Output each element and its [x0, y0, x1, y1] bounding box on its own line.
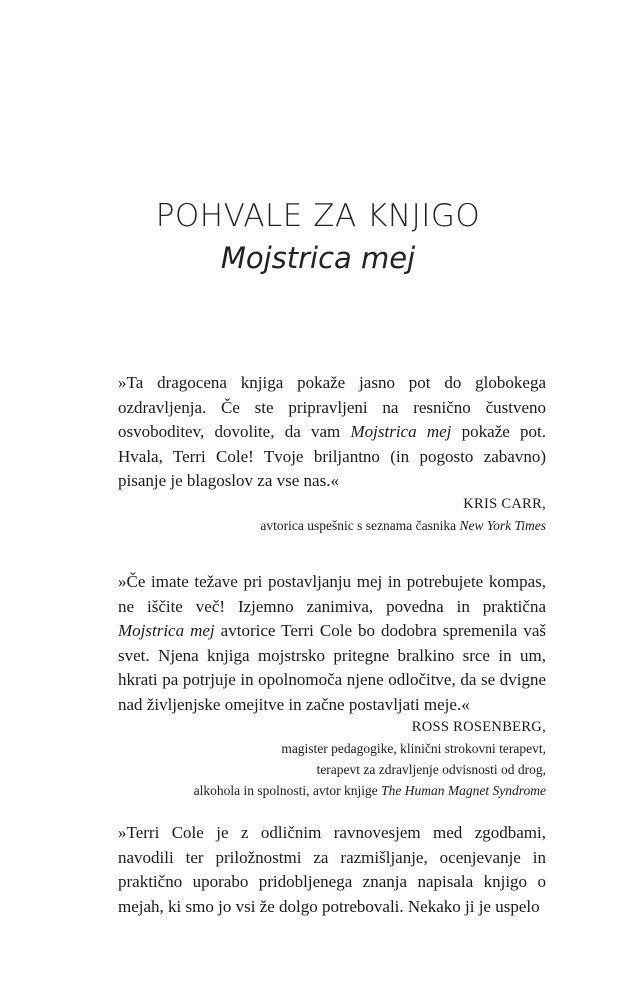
- book-title: Mojstrica mej: [220, 241, 416, 275]
- page-title: POHVALE ZA KNJIGO: [155, 198, 481, 234]
- testimonial-quote: »Če imate težave pri postavljanju mej in potrebujete kompas, ne iščite več! Izjemno zanimiva, povedna in praktična Mojstrica mej avtorice Terri Cole bo dodobra spremenila vaš svet. Njena knjiga mojstrsko pritegne bralkino srce in um, hkrati pa potrjuje in opolnomoča njene odločitve, da se dvigne nad življenjske omejitve in začne postavljati meje.«: [118, 572, 546, 714]
- author-description: avtorica uspešnic s seznama časnika New York Times: [260, 517, 546, 533]
- testimonial-3: [118, 821, 546, 919]
- quote-book-title: Mojstrica mej: [350, 422, 452, 441]
- author-description-line: terapevt za zdravljenje odvisnosti od drog,: [316, 762, 546, 777]
- page-header: [0, 196, 636, 278]
- testimonial-1: [118, 371, 546, 536]
- testimonial-attribution: [118, 494, 546, 536]
- testimonial-2: [118, 570, 546, 801]
- testimonial-attribution: [118, 717, 546, 801]
- testimonial-quote: »Ta dragocena knjiga pokaže jasno pot do globokega ozdravljenja. Če ste pripravljeni na resnično čustveno osvoboditev, dovolite, da vam Mojstrica mej pokaže pot. Hvala, Terri Cole! Tvoje briljantno (in pogosto zabavno) pisanje je blagoslov za vse nas.«: [118, 373, 546, 490]
- quote-book-title: Mojstrica mej: [118, 621, 215, 640]
- author-description-line: alkohola in spolnosti, avtor knjige The Human Magnet Syndrome: [193, 783, 546, 798]
- testimonial-quote: »Terri Cole je z odličnim ravnovesjem med zgodbami, navodili ter priložnostmi za razmišljanje, ocenjevanje in praktično uporabo pridobljenega znanja napisala knjigo o mejah, ki smo jo vsi že dolgo potrebovali. Nekako ji je uspelo: [118, 823, 546, 916]
- author-description-line: magister pedagogike, klinični strokovni terapevt,: [281, 741, 546, 756]
- author-name: KRIS CARR,: [463, 495, 546, 512]
- author-name: ROSS ROSENBERG,: [411, 719, 546, 735]
